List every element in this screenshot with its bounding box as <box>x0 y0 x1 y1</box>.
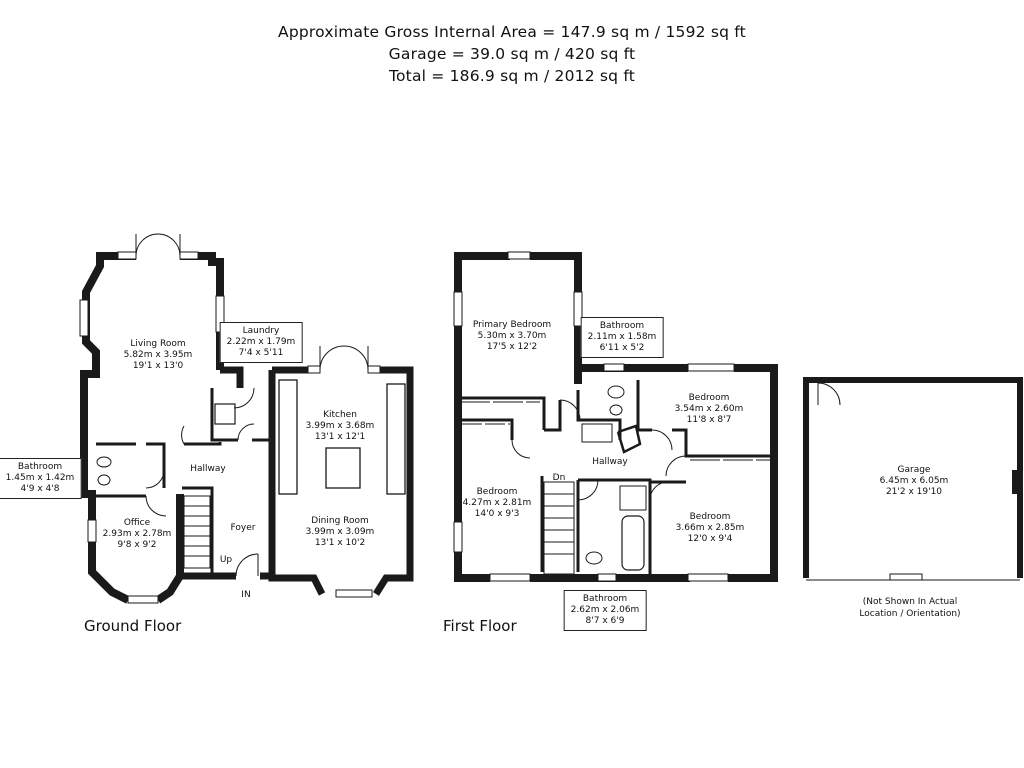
room-metric: 3.66m x 2.85m <box>675 523 745 533</box>
room-name: Bathroom <box>599 321 645 331</box>
room-metric: 4.27m x 2.81m <box>462 498 532 508</box>
room-imperial: 9'8 x 9'2 <box>117 540 157 550</box>
room-name: Laundry <box>242 326 280 336</box>
room-name: Bathroom <box>582 594 628 604</box>
room-name: Office <box>123 518 151 528</box>
room-imperial: 17'5 x 12'2 <box>486 342 538 352</box>
room-primary-bedroom <box>473 320 551 353</box>
room-name: Kitchen <box>323 410 357 420</box>
garage-area-line: Garage = 39.0 sq m / 420 sq ft <box>388 45 636 63</box>
room-metric: 3.99m x 3.09m <box>305 527 375 537</box>
room-metric: 3.99m x 3.68m <box>305 421 375 431</box>
room-bedroom-3 <box>463 487 532 520</box>
room-imperial: 14'0 x 9'3 <box>474 509 520 519</box>
total-area-line: Total = 186.9 sq m / 2012 sq ft <box>388 67 636 85</box>
room-imperial: 19'1 x 13'0 <box>132 361 184 371</box>
room-name: Bedroom <box>476 487 518 497</box>
room-name: Primary Bedroom <box>472 320 552 330</box>
room-imperial: 21'2 x 19'10 <box>885 487 943 497</box>
label-down: Dn <box>552 473 566 483</box>
room-laundry <box>220 322 303 363</box>
room-office <box>103 518 172 551</box>
room-ground-bathroom <box>0 458 81 499</box>
room-metric: 5.30m x 3.70m <box>477 331 547 341</box>
room-metric: 6.45m x 6.05m <box>879 476 949 486</box>
label-up: Up <box>219 555 233 565</box>
label-hallway-first: Hallway <box>592 457 628 467</box>
room-metric: 2.62m x 2.06m <box>570 605 640 615</box>
room-bedroom-2 <box>675 393 744 426</box>
room-imperial: 12'0 x 9'4 <box>687 534 733 544</box>
room-name: Bedroom <box>688 393 730 403</box>
room-imperial: 11'8 x 8'7 <box>686 415 732 425</box>
room-first-bathroom <box>564 590 647 631</box>
room-imperial: 13'1 x 10'2 <box>314 538 366 548</box>
garage-note-line-2: Location / Orientation) <box>859 609 961 619</box>
label-entrance: IN <box>241 590 251 600</box>
room-name: Bathroom <box>17 462 63 472</box>
room-bedroom-4 <box>676 512 745 545</box>
ground-floor-label: Ground Floor <box>84 617 182 635</box>
room-metric: 3.54m x 2.60m <box>674 404 744 414</box>
room-metric: 2.93m x 2.78m <box>102 529 172 539</box>
room-imperial: 6'11 x 5'2 <box>599 343 645 353</box>
room-name: Bedroom <box>689 512 731 522</box>
room-metric: 2.22m x 1.79m <box>226 337 296 347</box>
room-name: Garage <box>897 465 931 475</box>
room-imperial: 13'1 x 12'1 <box>314 432 366 442</box>
room-imperial: 8'7 x 6'9 <box>585 616 625 626</box>
room-name: Dining Room <box>311 516 369 526</box>
label-hallway-ground: Hallway <box>190 464 226 474</box>
room-kitchen <box>306 410 375 443</box>
room-dining <box>306 516 375 549</box>
room-imperial: 4'9 x 4'8 <box>20 484 60 494</box>
first-floor-label: First Floor <box>443 617 517 635</box>
room-metric: 1.45m x 1.42m <box>5 473 75 483</box>
room-metric: 2.11m x 1.58m <box>587 332 657 342</box>
label-foyer: Foyer <box>230 523 256 533</box>
room-living <box>124 339 193 372</box>
room-metric: 5.82m x 3.95m <box>123 350 193 360</box>
room-ensuite-bathroom <box>581 317 664 358</box>
gross-area-line: Approximate Gross Internal Area = 147.9 sq m / 1592 sq ft <box>278 23 746 41</box>
room-name: Living Room <box>130 339 186 349</box>
room-garage <box>880 465 949 498</box>
garage-note <box>859 596 960 620</box>
room-imperial: 7'4 x 5'11 <box>238 348 284 358</box>
garage-note-line-1: (Not Shown In Actual <box>862 597 958 607</box>
